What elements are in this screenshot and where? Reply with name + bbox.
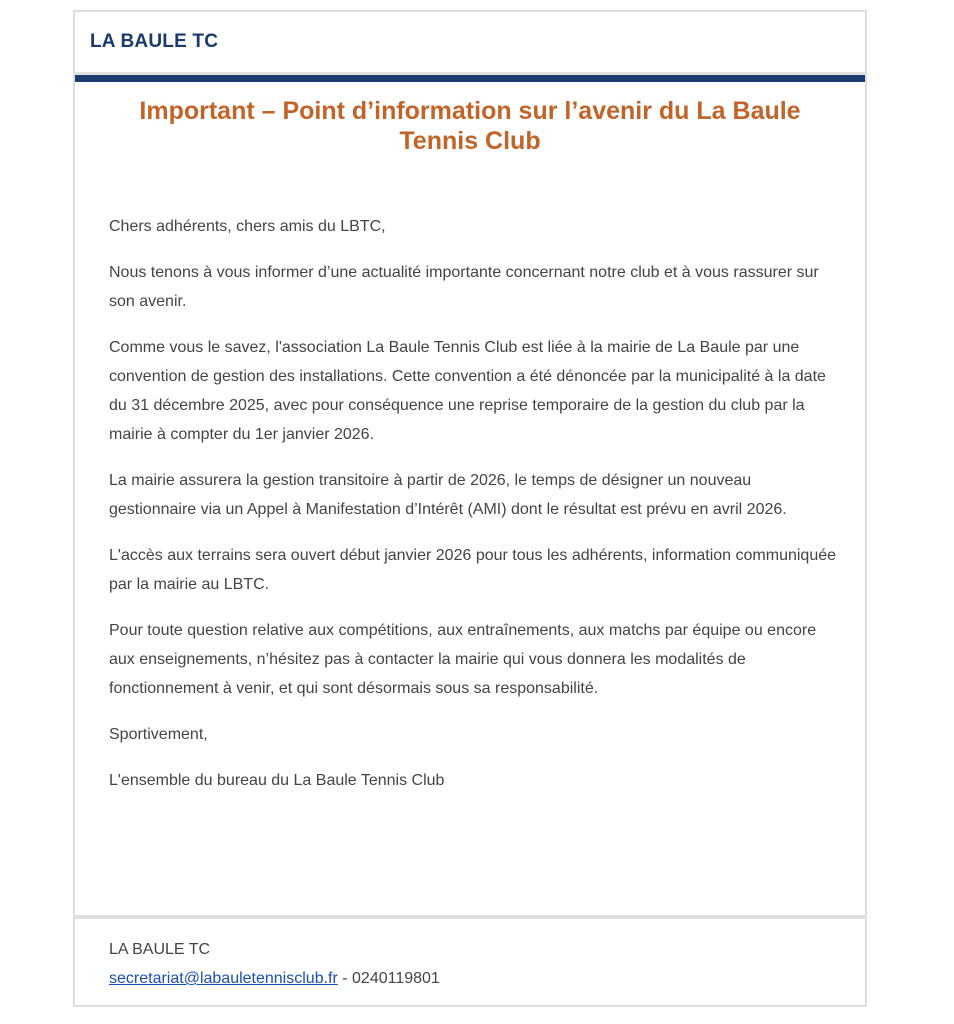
brand-name: LA BAULE TC — [90, 31, 219, 52]
email-card — [73, 10, 867, 1007]
email-footer — [75, 915, 865, 1005]
header-divider-bar — [75, 75, 865, 82]
email-header — [75, 12, 865, 75]
intro-paragraph: Nous tenons à vous informer d’une actualité importante concernant notre club et à vous rassurer sur son avenir. — [109, 264, 819, 310]
email-body — [109, 212, 839, 812]
footer-contact — [109, 968, 865, 990]
contact-separator: - — [337, 970, 353, 987]
questions-paragraph: Pour toute question relative aux compétitions, aux entraînements, aux matchs par équipe ou encore aux enseignements, n’hésitez pas à contacter la mairie qui vous donnera les modalités de fonctionnement à venir, et qui sont désormais sous sa responsabilité. — [109, 622, 817, 697]
signature-paragraph: L'ensemble du bureau du La Baule Tennis Club — [109, 772, 445, 789]
convention-paragraph: Comme vous le savez, l'association La Baule Tennis Club est liée à la mairie de La Baule par une convention de gestion des installations. Cette convention a été dénoncée par la municipalité à la date du 31 décembre 2025, avec pour conséquence une reprise temporaire de la gestion du club par la mairie à compter du 1er janvier 2026. — [109, 339, 826, 443]
email-link[interactable]: secretariat@labauletennisclub.fr — [109, 970, 338, 987]
access-paragraph: L'accès aux terrains sera ouvert début janvier 2026 pour tous les adhérents, information communiquée par la mairie au LBTC. — [109, 547, 837, 593]
email-title: Important – Point d’information sur l’avenir du La Baule Tennis Club — [139, 97, 801, 155]
footer-club-name: LA BAULE TC — [109, 941, 211, 958]
greeting-paragraph: Chers adhérents, chers amis du LBTC, — [109, 218, 386, 235]
phone-number: 0240119801 — [352, 970, 440, 987]
transition-paragraph: La mairie assurera la gestion transitoire à partir de 2026, le temps de désigner un nouveau gestionnaire via un Appel à Manifestation d’Intérêt (AMI) dont le résultat est prévu en avril 2026. — [109, 472, 787, 518]
signoff-paragraph: Sportivement, — [109, 726, 208, 743]
